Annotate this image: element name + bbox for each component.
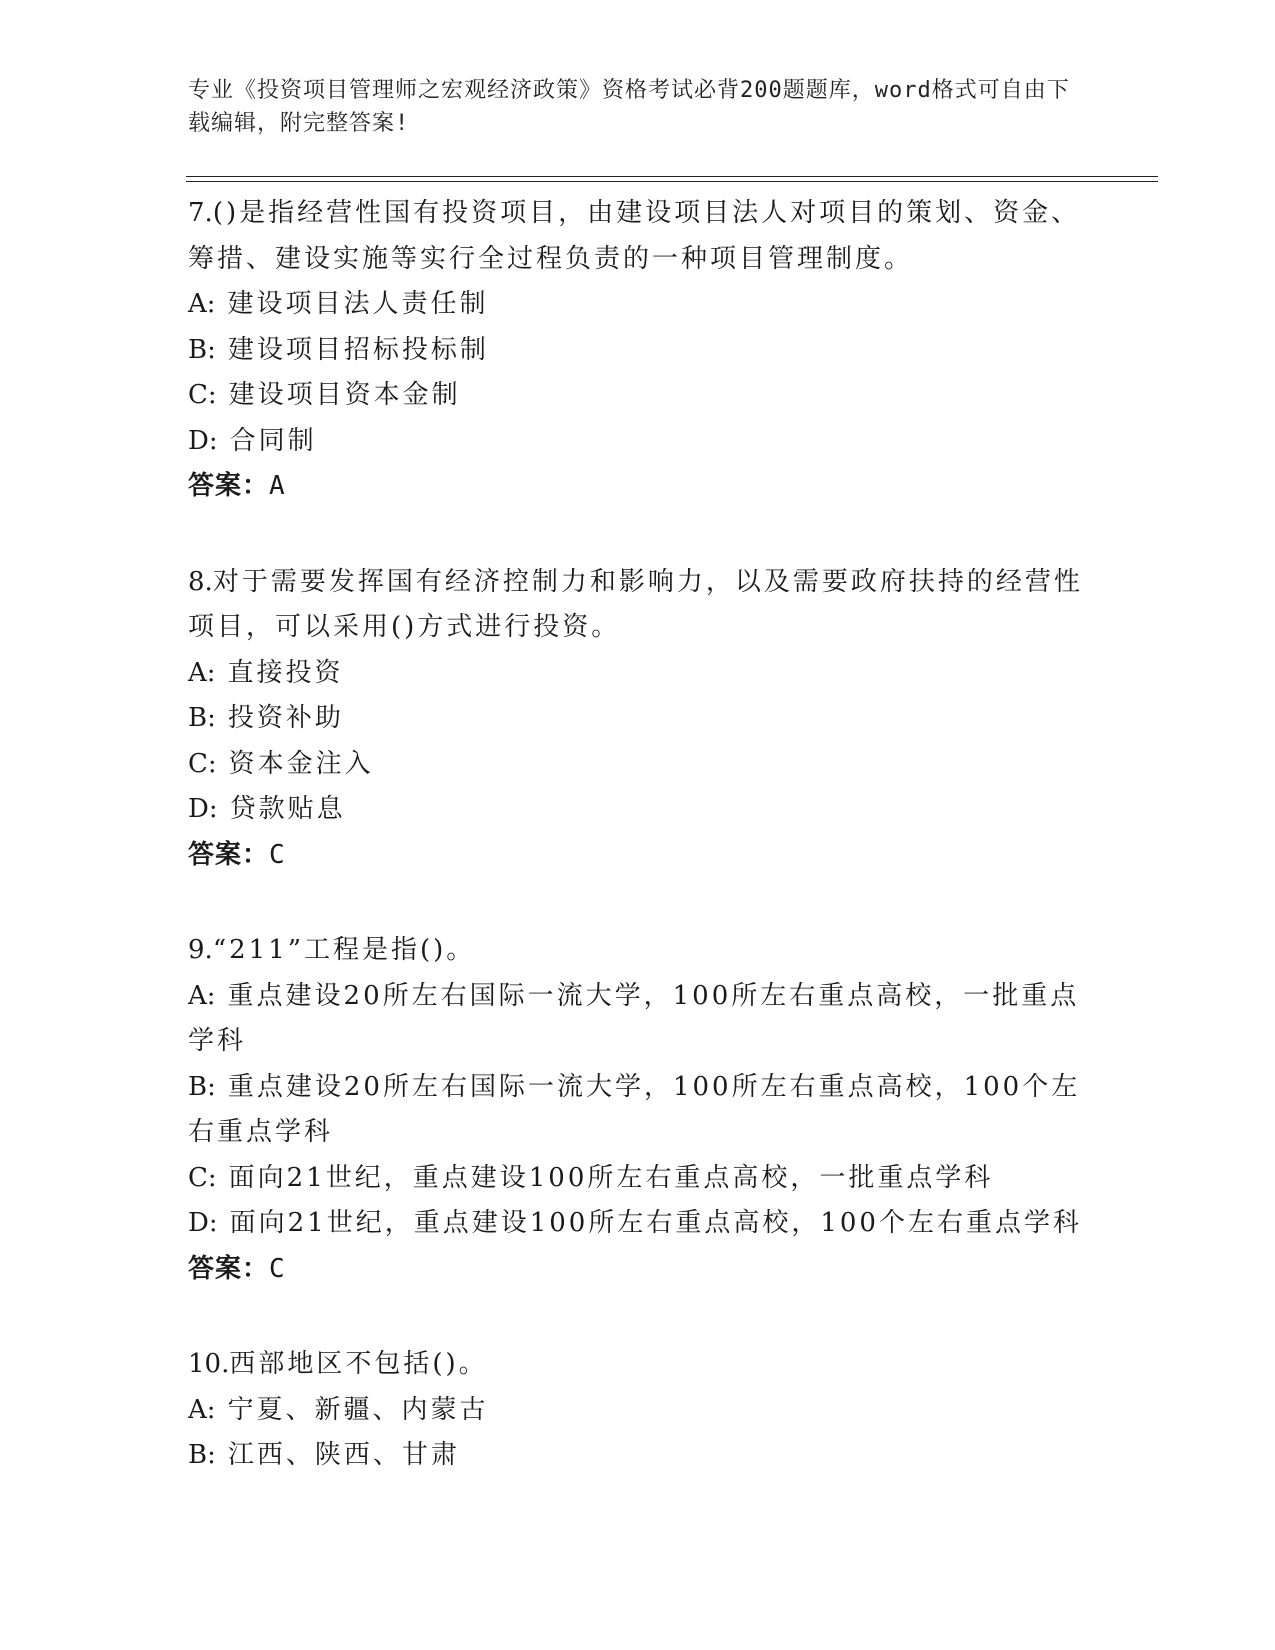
option-a <box>188 282 1088 328</box>
question-number: 10. <box>188 1349 230 1379</box>
option-key: B: <box>188 703 216 733</box>
option-key: B: <box>188 1440 216 1470</box>
option-text: 宁夏、新疆、内蒙古 <box>227 1394 489 1425</box>
option-text: 重点建设20所左右国际一流大学，100所左右重点高校，一批重点学科 <box>188 980 1080 1056</box>
question-number: 9. <box>188 935 213 965</box>
question-text: 对于需要发挥国有经济控制力和影响力，以及需要政府扶持的经营性项目，可以采用()方式进行投资。 <box>188 566 1083 642</box>
option-a <box>188 1388 1088 1434</box>
question-stem <box>188 560 1088 651</box>
question-8 <box>188 560 1088 879</box>
option-key: A: <box>188 657 216 688</box>
question-7 <box>188 191 1088 510</box>
option-text: 合同制 <box>229 425 317 456</box>
option-a <box>188 974 1088 1065</box>
option-b <box>188 696 1088 742</box>
option-d <box>188 1201 1088 1247</box>
question-number: 7. <box>188 198 213 228</box>
option-text: 资本金注入 <box>228 748 374 779</box>
answer-line <box>188 1247 1088 1293</box>
option-d <box>188 787 1088 833</box>
question-9 <box>188 928 1088 1292</box>
question-10 <box>188 1342 1088 1479</box>
option-a <box>188 651 1088 697</box>
header-divider-top <box>186 176 1158 177</box>
option-key: B: <box>188 334 216 365</box>
answer-value: C <box>269 1253 286 1284</box>
option-key: A: <box>188 289 216 319</box>
option-text: 建设项目招标投标制 <box>227 334 489 365</box>
option-key: D: <box>188 794 218 824</box>
answer-label: 答案： <box>188 1253 270 1284</box>
option-key: C: <box>188 380 217 410</box>
option-key: D: <box>188 1208 218 1238</box>
question-text: 西部地区不包括()。 <box>229 1349 488 1379</box>
option-text: 建设项目资本金制 <box>228 380 461 410</box>
option-text: 江西、陕西、甘肃 <box>227 1440 460 1470</box>
answer-label: 答案： <box>188 839 270 870</box>
option-key: A: <box>188 980 216 1011</box>
option-text: 建设项目法人责任制 <box>227 289 489 319</box>
question-stem <box>188 1342 1088 1388</box>
option-b <box>188 328 1088 374</box>
question-list <box>188 191 1088 1529</box>
answer-line <box>188 833 1088 879</box>
option-key: B: <box>188 1071 216 1102</box>
answer-value: C <box>269 839 286 870</box>
option-key: C: <box>188 748 217 779</box>
answer-line <box>188 464 1088 510</box>
option-text: 直接投资 <box>227 657 344 688</box>
question-stem <box>188 191 1088 282</box>
option-text: 面向21世纪，重点建设100所左右重点高校，一批重点学科 <box>228 1162 994 1193</box>
option-key: D: <box>188 425 218 456</box>
question-text: ()是指经营性国有投资项目，由建设项目法人对项目的策划、资金、筹措、建设实施等实行全过程负责的一种项目管理制度。 <box>188 198 1081 274</box>
question-text: “211”工程是指()。 <box>212 935 476 965</box>
answer-value: A <box>269 471 286 501</box>
question-number: 8. <box>188 566 213 597</box>
option-text: 贷款贴息 <box>229 794 346 824</box>
document-header: 专业《投资项目管理师之宏观经济政策》资格考试必背200题题库，word格式可自由下载编辑，附完整答案! <box>188 78 1070 136</box>
option-b <box>188 1433 1088 1479</box>
answer-label: 答案： <box>188 471 270 501</box>
option-c <box>188 742 1088 788</box>
option-c <box>188 373 1088 419</box>
option-text: 投资补助 <box>227 703 344 733</box>
option-key: C: <box>188 1162 217 1193</box>
question-stem <box>188 928 1088 974</box>
option-text: 面向21世纪，重点建设100所左右重点高校，100个左右重点学科 <box>229 1208 1082 1238</box>
header-divider-bottom <box>186 181 1158 182</box>
option-c <box>188 1156 1088 1202</box>
option-b <box>188 1065 1088 1156</box>
option-key: A: <box>188 1394 216 1425</box>
option-d <box>188 419 1088 465</box>
option-text: 重点建设20所左右国际一流大学，100所左右重点高校，100个左右重点学科 <box>188 1071 1081 1147</box>
